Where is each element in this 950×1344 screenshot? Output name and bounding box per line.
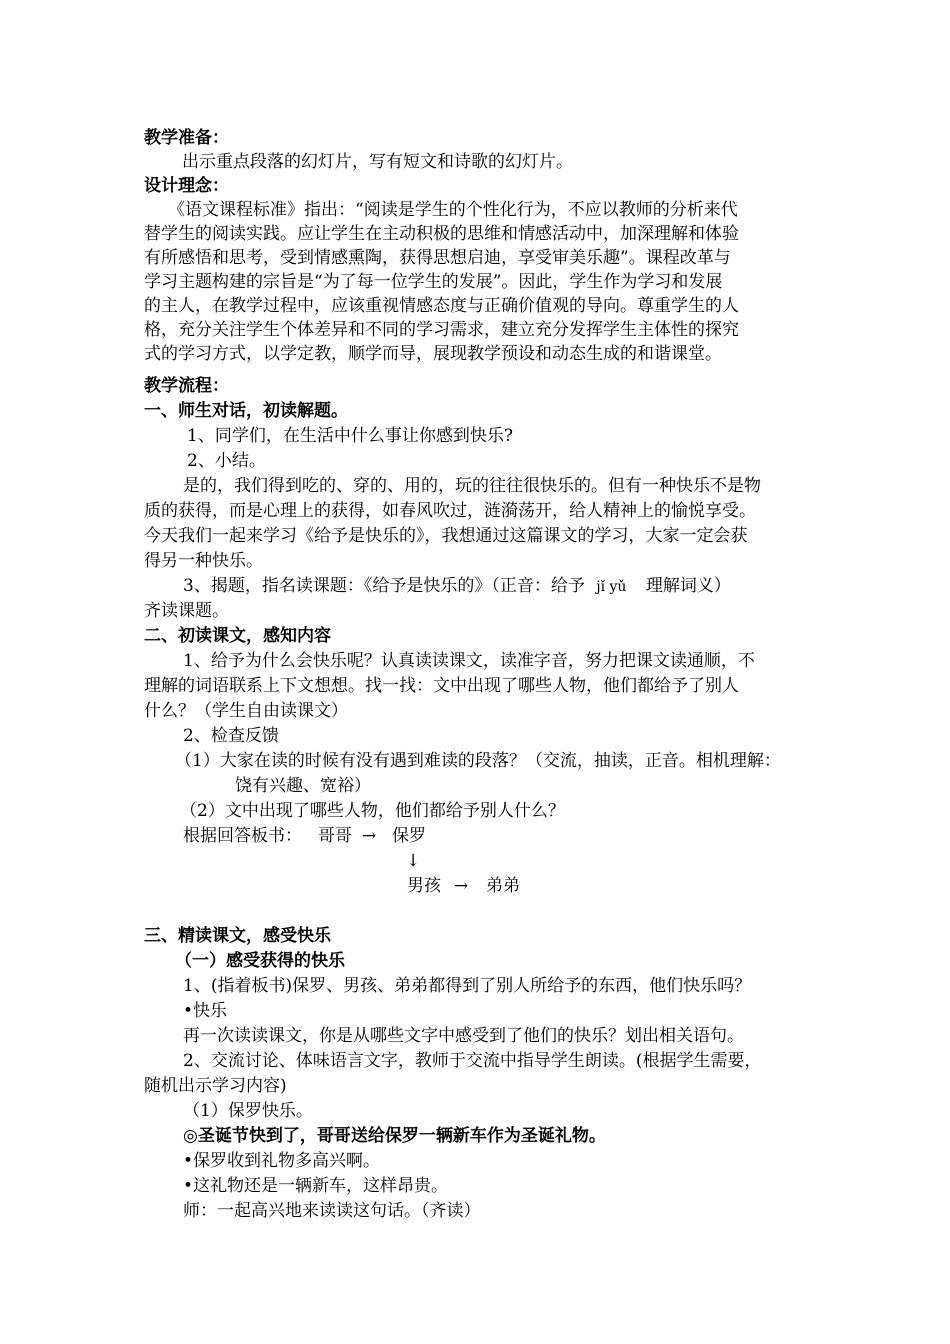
concept-line: 学习主题构建的宗旨是“为了每一位学生的发展”。因此，学生作为学习和发展 [144,272,723,292]
part2-item-1-line: 什么？（学生自由读课文） [144,701,348,721]
part1-item-3 [183,574,731,599]
heading-part-2: 二、初读课文，感知内容 [144,626,331,646]
part3-item-1: 1、(指着板书)保罗、男孩、弟弟都得到了别人所给予的东西，他们快乐吗？ [183,976,752,996]
part1-read-title: 齐读课题。 [144,601,229,621]
part3-paul-happy: （1）保罗快乐。 [183,1101,313,1121]
part2-question-2: （2）文中出现了哪些人物，他们都给予别人什么？ [180,801,565,821]
board-intro: 根据回答板书： [183,826,302,846]
board-boy: 男孩 [407,876,441,896]
title-reveal-tail: 理解词义） [645,576,731,596]
part2-item-1-line: 1、给予为什么会快乐呢？认真读读课文，读准字音，努力把课文读通顺，不 [183,651,755,671]
subheading-part-3-1: （一）感受获得的快乐 [175,951,345,971]
part2-item-2: 2、检查反馈 [183,726,279,746]
heading-part-1: 一、师生对话，初读解题。 [144,401,348,421]
board-paul: 保罗 [392,826,426,846]
part3-key-sentence: ◎圣诞节快到了，哥哥送给保罗一辆新车作为圣诞礼物。 [183,1126,606,1146]
part3-bullet-happy: •快乐 [183,1001,228,1021]
heading-part-3: 三、精读课文，感受快乐 [144,926,331,946]
concept-line: 有所感悟和思考，受到情感熏陶，获得思想启迪，享受审美乐趣”。课程改革与 [144,248,731,268]
board-arrow-right-icon: → [454,876,469,896]
section-label-process: 教学流程： [144,376,229,396]
concept-line: 的主人，在教学过程中，应该重视情感态度与正确价值观的导向。尊重学生的人 [144,296,739,316]
pinyin-text: jǐ yǔ [596,579,627,595]
board-arrow-right-icon: → [362,826,377,846]
board-little-brother: 弟弟 [486,876,520,896]
part3-item-2-line: 随机出示学习内容) [144,1076,287,1096]
part2-question-1: （1）大家在读的时候有没有遇到难读的段落？（交流，抽读，正音。相机理解： [175,751,781,771]
part1-summary-line: 今天我们一起来学习《给予是快乐的》，我想通过这篇课文的学习，大家一定会获 [144,526,748,546]
part2-item-1-line: 理解的词语联系上下文想想。找一找：文中出现了哪些人物，他们都给予了别人 [144,676,739,696]
section-label-preparation: 教学准备： [144,128,229,148]
part3-item-2-line: 2、交流讨论、体味语言文字，教师于交流中指导学生朗读。(根据学生需要， [183,1051,762,1071]
board-brother: 哥哥 [318,826,352,846]
part1-item-2: 2、小结。 [187,451,266,471]
title-reveal-text: 3、揭题，指名读课题：《给予是快乐的》（正音：给予 [183,576,585,596]
part1-summary-line: 质的获得，而是心理上的获得，如春风吹过，涟漪荡开，给人精神上的愉悦享受。 [144,501,756,521]
board-arrow-down-icon: ↓ [406,851,421,871]
part3-teacher-read: 师：一起高兴地来读读这句话。（齐读） [183,1201,481,1221]
part3-bullet-expensive: •这礼物还是一辆新车，这样昂贵。 [183,1176,449,1196]
concept-line: 替学生的阅读实践。应让学生在主动积极的思维和情感活动中，加深理解和体验 [144,224,739,244]
part3-read-again: 再一次读读课文，你是从哪些文字中感受到了他们的快乐？划出相关语句。 [183,1026,744,1046]
part2-question-1-cont: 饶有兴趣、宽裕） [235,776,371,796]
preparation-text: 出示重点段落的幻灯片，写有短文和诗歌的幻灯片。 [182,152,573,172]
part1-summary-line: 得另一种快乐。 [144,551,263,571]
part1-item-1: 1、同学们，在生活中什么事让你感到快乐? [187,426,513,446]
concept-line: 格，充分关注学生个体差异和不同的学习需求，建立充分发挥学生主体性的探究 [144,320,739,340]
concept-line: 《语文课程标准》指出：“阅读是学生的个性化行为，不应以教师的分析来代 [168,200,738,220]
concept-line: 式的学习方式，以学定教，顺学而导，展现教学预设和动态生成的和谐课堂。 [144,344,722,364]
part1-summary-line: 是的，我们得到吃的、穿的、用的，玩的往往很快乐的。但有一种快乐不是物 [183,476,761,496]
part3-bullet-gift: •保罗收到礼物多高兴啊。 [183,1151,381,1171]
section-label-concept: 设计理念： [144,176,229,196]
